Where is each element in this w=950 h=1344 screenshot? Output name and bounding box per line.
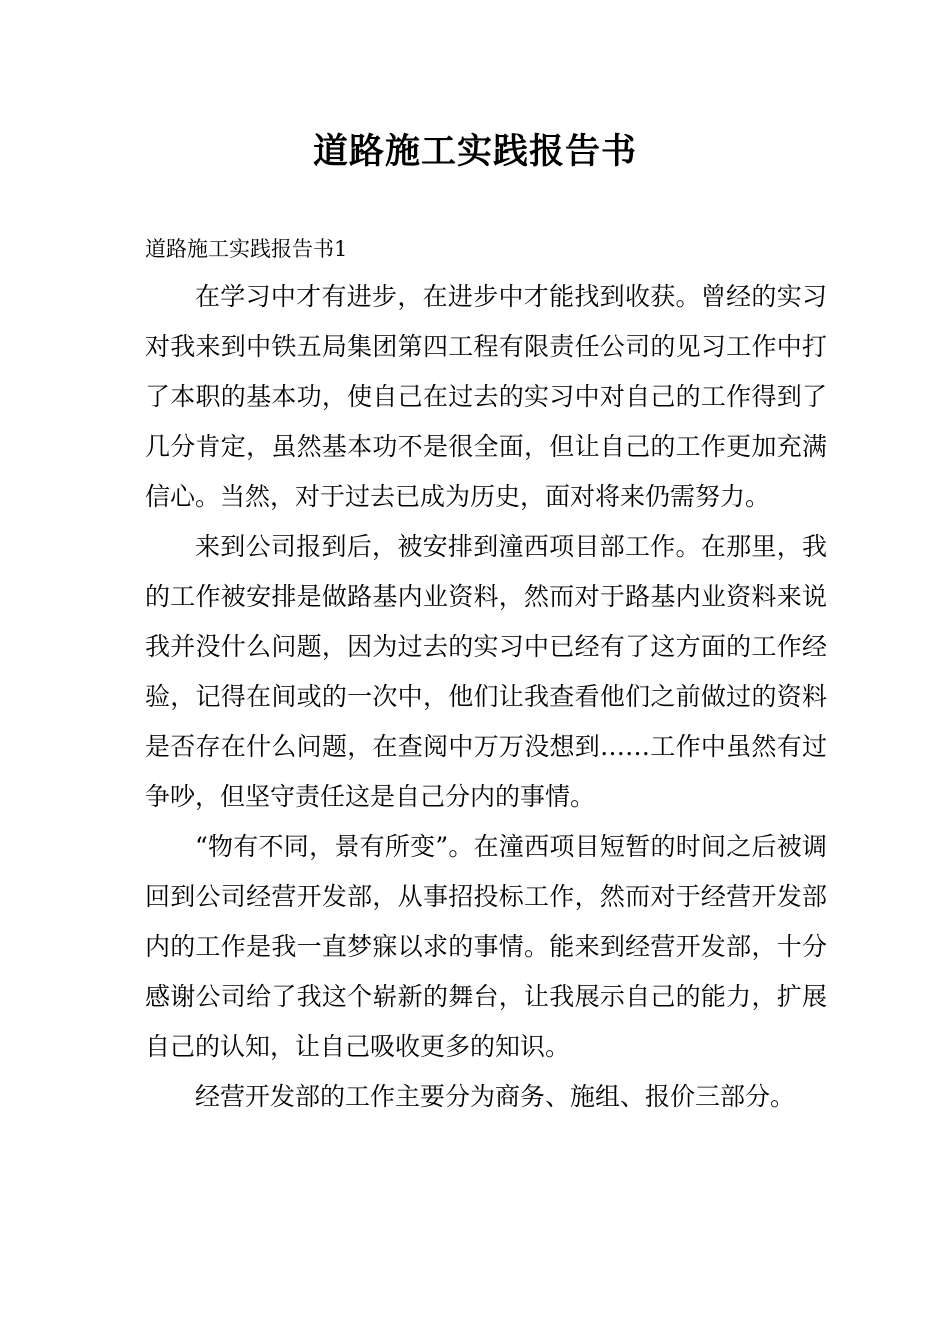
section-heading: 道路施工实践报告书1 bbox=[145, 237, 348, 261]
paragraph: 经营开发部的工作主要分为商务、施组、报价三部分。 bbox=[195, 1082, 796, 1111]
paragraph: 在学习中才有进步，在进步中才能找到收获。曾经的实习对我来到中铁五局集团第四工程有限责任公司的见习工作中打了本职的基本功，使自己在过去的实习中对自己的工作得到了几分肯定，虽然基本功不是很全面，但让自己的工作更加充满信心。当然，对于过去已成为历史，面对将来仍需努力。 bbox=[145, 282, 827, 511]
document-title: 道路施工实践报告书 bbox=[312, 132, 637, 172]
paragraph: 来到公司报到后，被安排到潼西项目部工作。在那里，我的工作被安排是做路基内业资料，然而对于路基内业资料来说我并没什么问题，因为过去的实习中已经有了这方面的工作经验，记得在间或的一次中，他们让我查看他们之前做过的资料是否存在什么问题，在查阅中万万没想到……工作中虽然有过争吵，但坚守责任这是自己分内的事情。 bbox=[145, 532, 827, 811]
document-body bbox=[145, 226, 827, 1122]
paragraph: “物有不同，景有所变”。在潼西项目短暂的时间之后被调回到公司经营开发部，从事招投标工作，然而对于经营开发部内的工作是我一直梦寐以求的事情。能来到经营开发部，十分感谢公司给了我这个崭新的舞台，让我展示自己的能力，扩展自己的认知，让自己吸收更多的知识。 bbox=[145, 832, 827, 1061]
